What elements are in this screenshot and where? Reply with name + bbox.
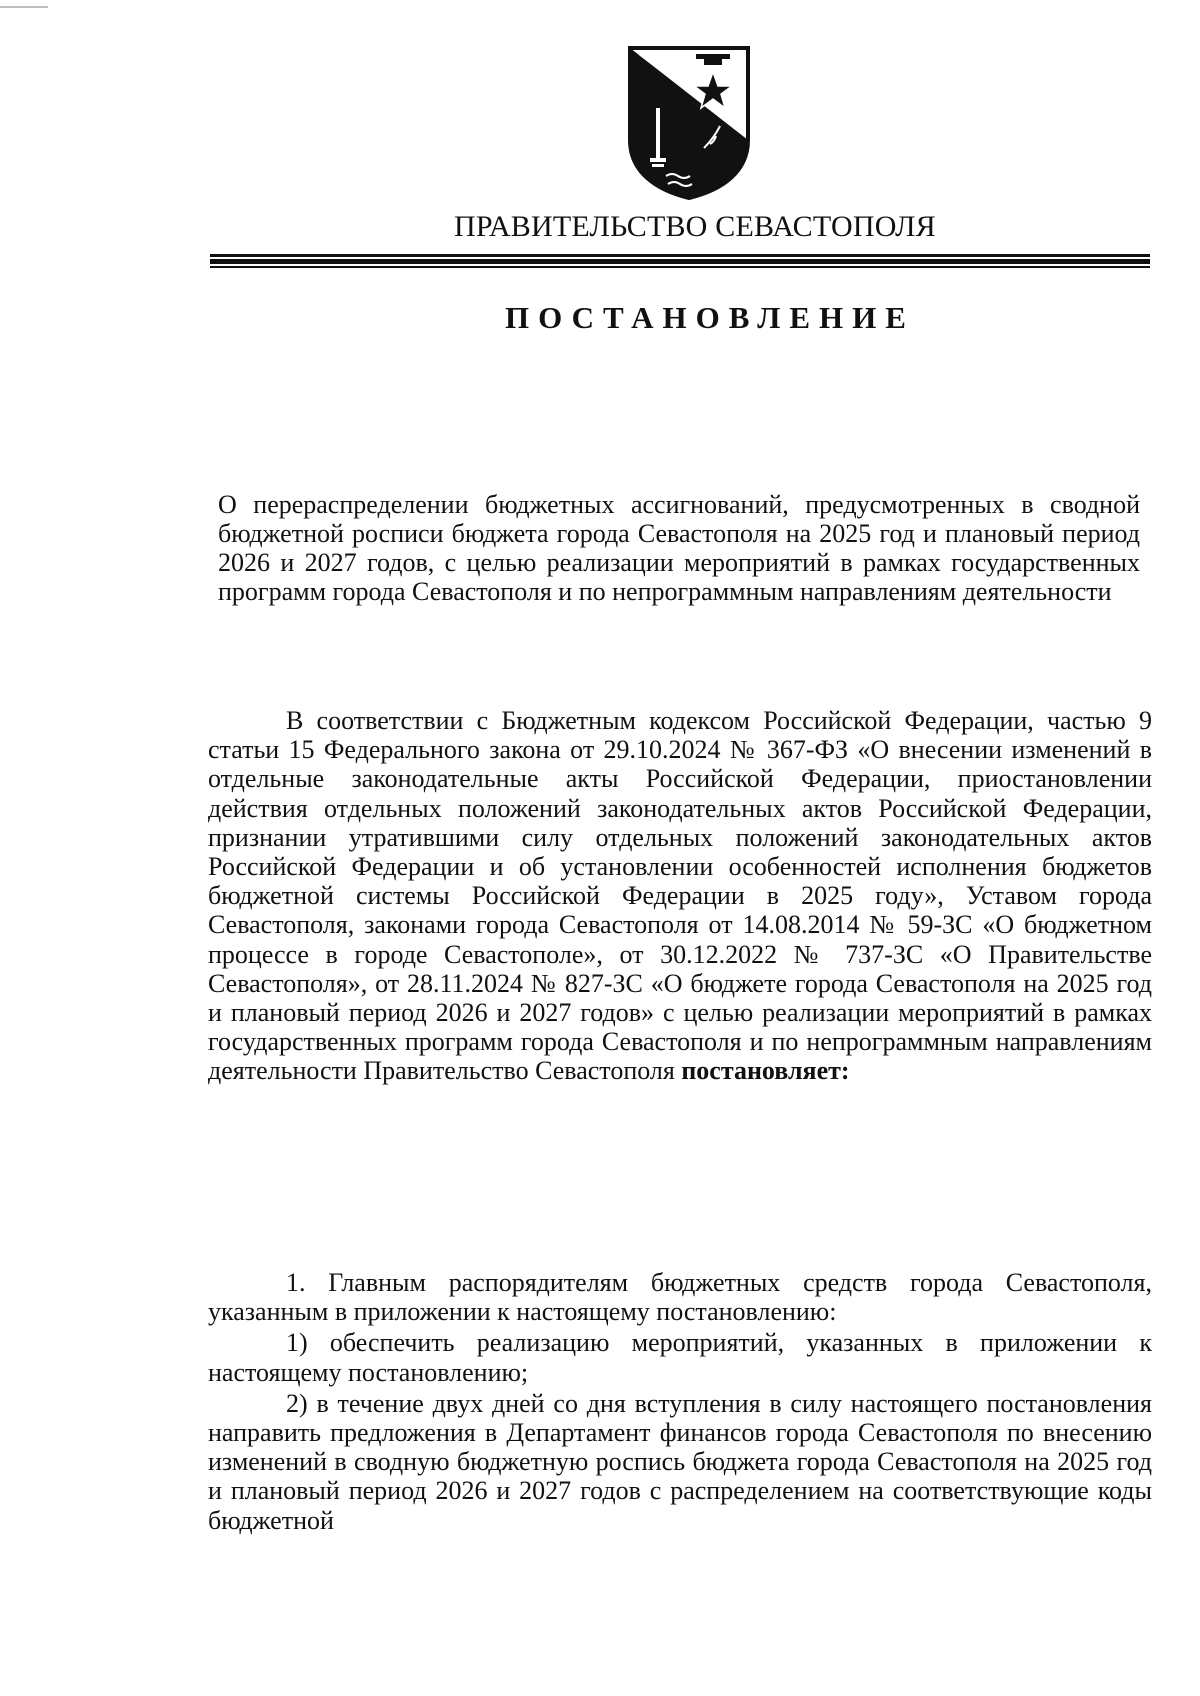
- header-rule-thin: [210, 254, 1150, 257]
- preamble-paragraph: [208, 706, 1152, 1086]
- government-name: ПРАВИТЕЛЬСТВО СЕВАСТОПОЛЯ: [454, 210, 936, 243]
- clause-1: 1. Главным распорядителям бюджетных средств города Севастополя, указанным в приложении к настоящему постановлению:: [208, 1268, 1152, 1327]
- resolves-word: постановляет:: [681, 1056, 850, 1086]
- clause-1-item-1: 1) обеспечить реализацию мероприятий, указанных в приложении к настоящему постановлению;: [208, 1328, 1152, 1387]
- sevastopol-coat-of-arms: [626, 44, 752, 202]
- clauses-block: [208, 1268, 1152, 1535]
- preamble-text: В соответствии с Бюджетным кодексом Российской Федерации, частью 9 статьи 15 Федерального закона от 29.10.2024 № 367-ФЗ «О внесении изменений в отдельные законодательные акты Российской Федерации, приостановлении действия отдельных положений законодательных актов Российской Федерации, признании утратившими силу отдельных положений законодательных актов Российской Федерации и об установлении особенностей исполнения бюджетов бюджетной системы Российской Федерации в 2025 году», Уставом города Севастополя, законами города Севастополя от 14.08.2014 № 59-ЗС «О бюджетном процессе в городе Севастополе», от 30.12.2022 № 737-ЗС «О Правительстве Севастополя», от 28.11.2024 № 827-ЗС «О бюджете города Севастополя на 2025 год и плановый период 2026 и 2027 годов» с целью реализации мероприятий в рамках государственных программ города Севастополя и по непрограммным направлениям деятельности Правительство Севастополя: [208, 706, 1152, 1086]
- document-type-heading: ПОСТАНОВЛЕНИЕ: [505, 300, 915, 335]
- header-rule-thick: [210, 259, 1150, 264]
- header-rule-bottom: [210, 266, 1150, 268]
- preamble-block: [208, 706, 1152, 1086]
- scan-edge-mark: [0, 6, 48, 8]
- resolution-subject: О перераспределении бюджетных ассигнований, предусмотренных в сводной бюджетной росписи бюджета города Севастополя на 2025 год и плановый период 2026 и 2027 годов, с целью реализации мероприятий в рамках государственных программ города Севастополя и по непрограммным направлениям деятельности: [218, 490, 1140, 606]
- clause-1-item-2: 2) в течение двух дней со дня вступления в силу настоящего постановления направить предложения в Департамент финансов города Севастополя по внесению изменений в сводную бюджетную роспись бюджета города Севастополя на 2025 год и плановый период 2026 и 2027 годов с распределением на соответствующие коды бюджетной: [208, 1388, 1152, 1535]
